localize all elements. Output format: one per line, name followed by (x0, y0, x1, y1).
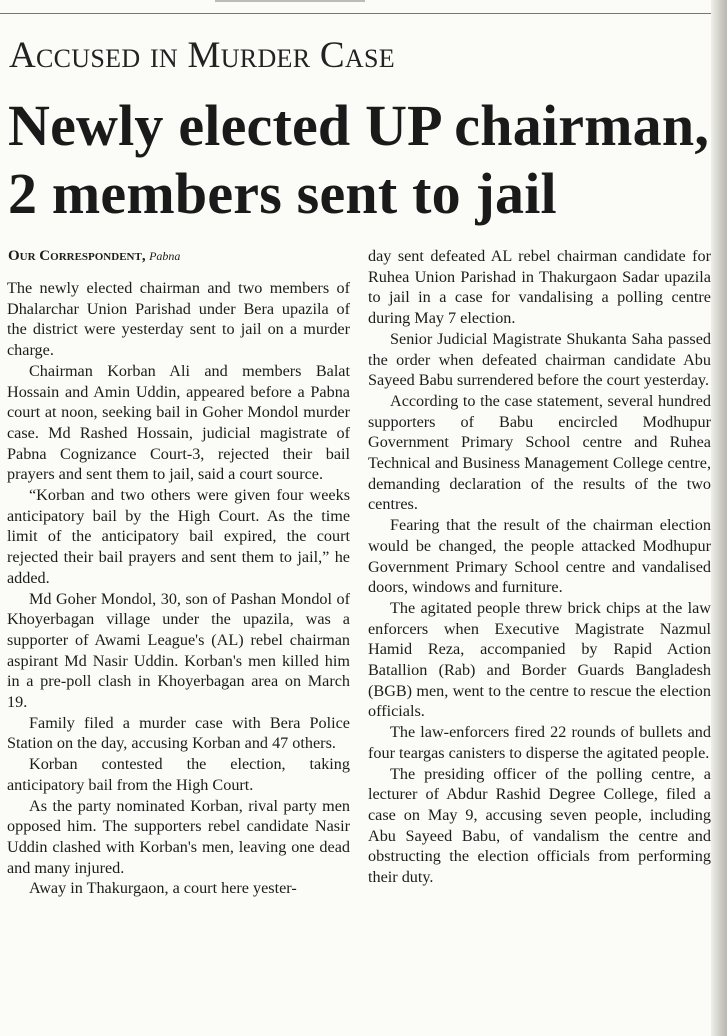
top-rule-fragment (215, 0, 365, 2)
top-rule (0, 13, 713, 14)
paragraph: As the party nominated Korban, rival party men opposed him. The supporters rebel candidate Nasir Uddin clashed with Korban's men, leaving one dead and many injured. (7, 796, 350, 877)
article-kicker: Accused in Murder Case (9, 35, 395, 76)
paragraph: According to the case statement, several hundred supporters of Babu encircled Modhupur Government Primary School centre and Ruhea Technical and Business Management College centre, demanding declaration of the results of the two centres. (368, 391, 711, 514)
byline-place: Pabna (149, 249, 181, 263)
article-headline (8, 92, 713, 228)
paragraph: Korban contested the election, taking anticipatory bail from the High Court. (7, 755, 350, 794)
page-edge-shadow (711, 0, 727, 1036)
paragraph: Md Goher Mondol, 30, son of Pashan Mondol of Khoyerbagan village under the upazila, was a supporter of Awami League's (AL) rebel chairman aspirant Md Nasir Uddin. Korban's men killed him in a pre-poll clash in Khoyerbagan area on March 19. (7, 589, 350, 712)
paragraph: The agitated people threw brick chips at the law enforcers when Executive Magistrate Nazmul Hamid Reza, accompanied by Rapid Action Batallion (Rab) and Border Guards Bangladesh (BGB) men, went to the centre to rescue the election officials. (368, 598, 711, 721)
paragraph: Senior Judicial Magistrate Shukanta Saha passed the order when defeated chairman candidate Abu Sayeed Babu surrendered before the court yesterday. (368, 329, 711, 390)
paragraph: Away in Thakurgaon, a court here yester- (29, 879, 297, 898)
paragraph: The presiding officer of the polling centre, a lecturer of Abdur Rashid Degree College, filed a case on May 9, accusing seven people, including Abu Sayeed Babu, of vandalism the centre and obstructing the election officials from performing their duty. (368, 764, 711, 887)
paragraph: “Korban and two others were given four weeks anticipatory bail by the High Court. As the time limit of the anticipatory bail expired, the court rejected their bail prayers and sent them to jail,” he added. (7, 486, 350, 587)
byline (8, 248, 180, 265)
paragraph: day sent defeated AL rebel chairman candidate for Ruhea Union Parishad in Thakurgaon Sadar upazila to jail in a case for vandalising a polling centre during May 7 election. (368, 247, 711, 328)
paragraph: Chairman Korban Ali and members Balat Hossain and Amin Uddin, appeared before a Pabna court at noon, seeking bail in Goher Mondol murder case. Md Rashed Hossain, judicial magistrate of Pabna Cognizance Court-3, rejected their bail prayers and sent them to jail, said a court source. (7, 361, 350, 484)
byline-author: Our Correspondent, (8, 248, 146, 264)
article-column-2 (368, 246, 711, 888)
headline-line-2: 2 members sent to jail (8, 161, 557, 226)
paragraph: The law-enforcers fired 22 rounds of bullets and four teargas canisters to disperse the agitated people. (368, 723, 711, 762)
paragraph: The newly elected chairman and two members of Dhalarchar Union Parishad under Bera upazila of the district were yesterday sent to jail on a murder charge. (7, 279, 350, 360)
article-column-1 (7, 278, 350, 899)
paragraph: Fearing that the result of the chairman election would be changed, the people attacked Modhupur Government Primary School centre and vandalised doors, windows and furniture. (368, 516, 711, 597)
paragraph: Family filed a murder case with Bera Police Station on the day, accusing Korban and 47 others. (7, 713, 350, 753)
headline-line-1: Newly elected UP chairman, (8, 93, 710, 158)
